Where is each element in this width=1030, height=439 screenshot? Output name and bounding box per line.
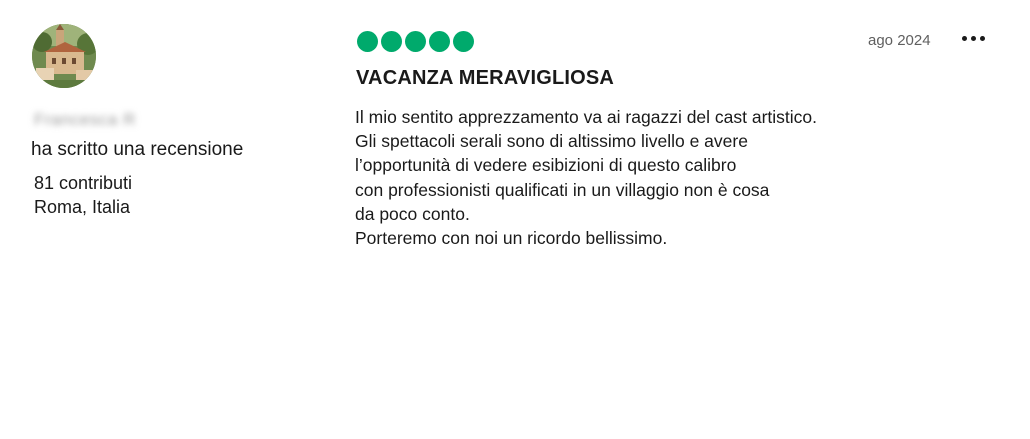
rating-bubble-icon — [453, 31, 474, 52]
avatar-image — [32, 24, 96, 88]
rating-bubble-icon — [381, 31, 402, 52]
more-dot — [971, 36, 976, 41]
review-title: VACANZA MERAVIGLIOSA — [356, 67, 615, 89]
rating-bubble-icon — [405, 31, 426, 52]
more-options-icon[interactable] — [962, 36, 985, 41]
rating-bubble-icon — [357, 31, 378, 52]
more-dot — [962, 36, 967, 41]
review-body-line: Gli spettacoli serali sono di altissimo livello e avere — [355, 131, 748, 152]
review-body-line: Il mio sentito apprezzamento va ai ragazzi del cast artistico. — [355, 107, 818, 127]
review-action-label: ha scritto una recensione — [31, 139, 244, 160]
review-body-line: da poco conto. — [355, 203, 470, 224]
rating-bubble-icon — [429, 31, 450, 52]
rating-bubbles — [357, 31, 474, 52]
reviewer-name[interactable]: Francesca R — [34, 110, 136, 129]
more-dot — [980, 36, 985, 41]
review-body — [355, 105, 915, 250]
review-date: ago 2024 — [868, 32, 931, 49]
review-body-line: l’opportunità di vedere esibizioni di questo calibro — [355, 155, 737, 176]
review-body-line: Porteremo con noi un ricordo bellissimo. — [355, 228, 668, 249]
avatar[interactable] — [32, 24, 96, 88]
reviewer-location: Roma, Italia — [34, 197, 131, 217]
review-body-line: con professionisti qualificati in un villaggio non è cosa — [355, 179, 770, 200]
contributions-count: 81 contributi — [34, 173, 133, 193]
